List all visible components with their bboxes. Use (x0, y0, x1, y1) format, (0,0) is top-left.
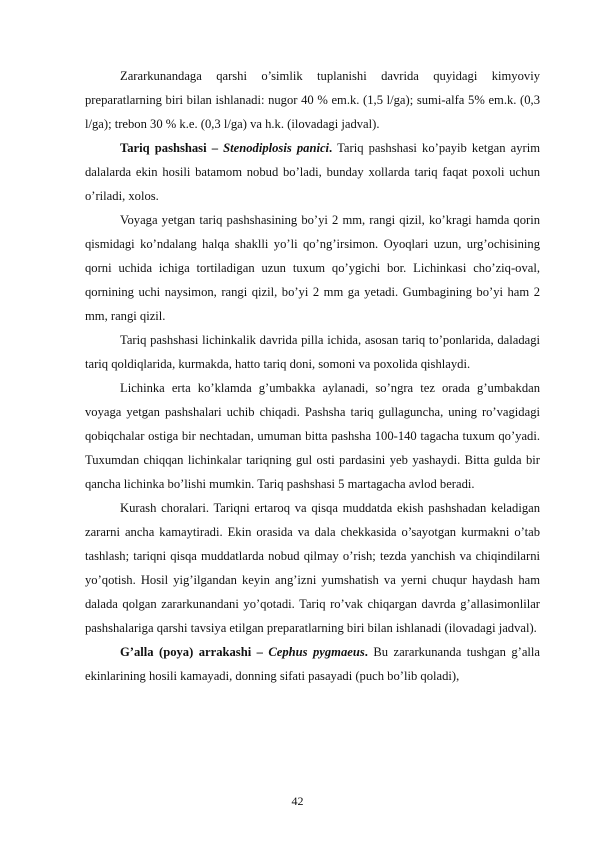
page-number: 42 (291, 794, 304, 808)
paragraph-text: Bu zararkunanda tushgan g’alla ekinlarining hosili kamayadi, donning sifati pasayadi (puch bo’lib qoladi), (85, 645, 540, 683)
paragraph-text: Tariq pashshasi lichinkalik davrida pilla ichida, asosan tariq to’ponlarida, daladagi tariq qoldiqlarida, kurmakda, hatto tariq doni, somoni va poxolida qishlaydi. (85, 333, 540, 371)
paragraph-stem-sawfly-heading (85, 640, 540, 688)
paragraph-millet-fly-heading (85, 136, 540, 208)
latin-name: Cephus pygmaeus (268, 645, 365, 659)
paragraph-text: Kurash choralari. Tariqni ertaroq va qisqa muddatda ekish pashshadan keladigan zararni ancha kamaytiradi. Ekin orasida va dala chekkasida o’sayotgan kurmakni o’tab tashlash; tariqni qisqa muddatlarda nobud qilmay o’rish; tezda yanchish va chiqindilarni yo’qotish. Hosil yig’ilgandan keyin ang’izni yumshatish va yerni chuqur haydash ham dalada qolgan zararkunandani yo’qotadi. Tariq ro’vak chiqargan davrda g’allasimonlilar pashshalariga qarshi tavsiya etilgan preparatlarning biri bilan ishlanadi (ilovadagi jadval). (85, 501, 540, 635)
paragraph-text: Voyaga yetgan tariq pashshasining bo’yi 2 mm, rangi qizil, ko’kragi hamda qorin qismidagi ko’ndalang halqa shaklli yo’li qo’ng’irsimon. Oyoqlari uzun, urg’ochisining qorni uchida ichiga tortiladigan uzun tuxum qo’ygichi bor. Lichinkasi cho’ziq-oval, qornining uchi naysimon, rangi qizil, bo’yi 2 mm ga yetadi. Gumbagining bo’yi ham 2 mm, rangi qizil. (85, 213, 540, 323)
latin-name: Stenodiplosis panici (223, 141, 330, 155)
pest-name-millet-fly: Tariq pashshasi – Stenodiplosis panici. (120, 141, 333, 155)
paragraph-control-measures (85, 496, 540, 640)
paragraph-text: Zararkunandaga qarshi o’simlik tuplanishi davrida quyidagi kimyoviy preparatlarning biri bilan ishlanadi: nugor 40 % em.k. (1,5 l/ga); sumi-alfa 5% em.k. (0,3 l/ga); trebon 30 % k.e. (0,3 l/ga) va h.k. (ilovadagi jadval). (85, 69, 540, 131)
paragraph-adult-description (85, 208, 540, 328)
paragraph-pesticide-treatment (85, 64, 540, 136)
paragraph-text: Tariq pashshasi ko’payib ketgan ayrim dalalarda ekin hosili batamom nobud bo’ladi, bunday xollarda tariq faqat poxoli uchun o’riladi, xolos. (85, 141, 541, 203)
page-body (85, 64, 540, 688)
paragraph-text: Lichinka erta ko’klamda g’umbakka aylanadi, so’ngra tez orada g’umbakdan voyaga yetgan pashshalari uchib chiqadi. Pashsha tariq gullaguncha, uning ro’vagidagi qobiqchalar ostiga bir nechtadan, umuman bitta pashsha 100-140 tagacha tuxum qo’yadi. Tuxumdan chiqqan lichinkalar tariqning gul osti pardasini yeb yashaydi. Bitta gulda bir qancha lichinka bo’lishi mumkin. Tariq pashshasi 5 martagacha avlod beradi. (85, 381, 540, 491)
paragraph-life-cycle (85, 376, 540, 496)
pest-name-stem-sawfly: G’alla (poya) arrakashi – Cephus pygmaeus. (120, 645, 368, 659)
paragraph-overwintering (85, 328, 540, 376)
